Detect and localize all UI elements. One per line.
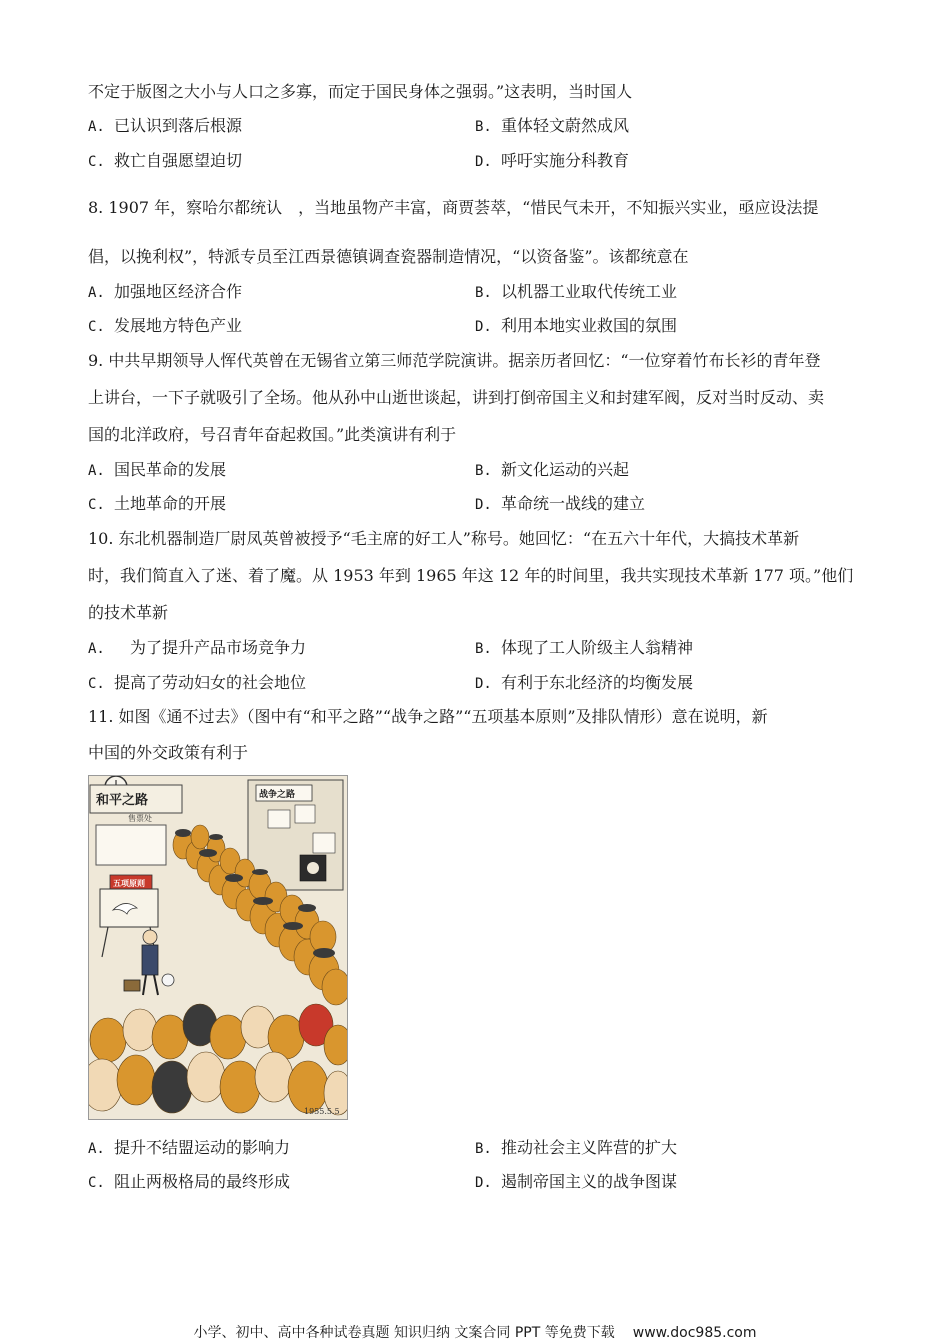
q8-option-b — [475, 281, 677, 304]
q9-option-d — [475, 493, 645, 516]
option-letter: B. — [475, 1141, 492, 1157]
q9-option-b — [475, 459, 629, 482]
option-letter: B. — [475, 119, 492, 135]
option-text: 有利于东北经济的均衡发展 — [501, 673, 694, 692]
sign-peace-ticket: 售票处 — [128, 814, 152, 823]
peace-window — [96, 825, 166, 865]
option-text: 提高了劳动妇女的社会地位 — [114, 673, 307, 692]
option-text: 加强地区经济合作 — [114, 282, 243, 301]
option-text: 阻止两极格局的最终形成 — [114, 1172, 291, 1191]
q10-stem-line1: 10. 东北机器制造厂尉凤英曾被授予“毛主席的好工人”称号。她回忆：“在五六十年代，大搞技术革新 — [88, 529, 800, 548]
q10-option-b — [475, 637, 693, 660]
option-letter: C. — [88, 676, 105, 692]
option-text: 土地革命的开展 — [114, 494, 227, 513]
q10-option-a — [88, 637, 306, 660]
option-letter: B. — [475, 463, 492, 479]
q9-option-a — [88, 459, 226, 482]
option-letter: B. — [475, 641, 492, 657]
q11-stem-line2: 中国的外交政策有利于 — [88, 743, 249, 762]
option-text: 重体轻文蔚然成风 — [501, 116, 630, 135]
footer-link[interactable]: www.doc985.com — [632, 1325, 757, 1341]
q10-stem-line2: 时，我们简直入了迷、着了魔。从 1953 年到 1965 年这 12 年的时间里，我共实现技术革新 177 项。”他们 — [88, 566, 854, 585]
option-letter: C. — [88, 319, 105, 335]
option-letter: A. — [88, 285, 105, 301]
option-text: 为了提升产品市场竞争力 — [114, 638, 307, 657]
q8-option-d — [475, 315, 677, 338]
q8-stem-line2: 倡，以挽利权”，特派专员至江西景德镇调查瓷器制造情况，“以资备鉴”。该都统意在 — [88, 247, 689, 266]
q9-stem-line3: 国的北洋政府，号召青年奋起救国。”此类演讲有利于 — [88, 425, 457, 444]
footer-text: 小学、初中、高中各种试卷真题 知识归纳 文案合同 PPT 等免费下载 — [193, 1325, 615, 1341]
option-letter: B. — [475, 285, 492, 301]
q7-option-d — [475, 150, 629, 173]
option-text: 呼吁实施分科教育 — [501, 151, 630, 170]
option-text: 提升不结盟运动的影响力 — [114, 1138, 291, 1157]
q11-option-d — [475, 1171, 677, 1194]
option-letter: D. — [475, 676, 492, 692]
option-text: 利用本地实业救国的氛围 — [501, 316, 678, 335]
option-text: 已认识到落后根源 — [114, 116, 243, 135]
q9-option-c — [88, 493, 226, 516]
page-footer — [0, 1323, 950, 1343]
q11-stem-line1: 11. 如图《通不过去》（图中有“和平之路”“战争之路”“五项基本原则”及排队情形）意在说明，新 — [88, 707, 768, 726]
option-letter: D. — [475, 319, 492, 335]
board-five-principles: 五项原则 — [113, 879, 145, 888]
q10-option-c — [88, 672, 306, 695]
q10-stem-line3: 的技术革新 — [88, 603, 169, 622]
sign-peace-road: 和平之路 — [96, 793, 149, 808]
option-letter: C. — [88, 154, 105, 170]
option-letter: A. — [88, 463, 105, 479]
option-text: 推动社会主义阵营的扩大 — [501, 1138, 678, 1157]
option-text: 新文化运动的兴起 — [501, 460, 630, 479]
q8-option-c — [88, 315, 242, 338]
option-letter: A. — [88, 119, 105, 135]
q11-option-a — [88, 1137, 290, 1160]
option-letter: D. — [475, 1175, 492, 1191]
option-text: 国民革命的发展 — [114, 460, 227, 479]
option-text: 救亡自强愿望迫切 — [114, 151, 243, 170]
option-letter: A. — [88, 1141, 105, 1157]
q7-option-a — [88, 115, 242, 138]
cartoon-illustration — [88, 775, 348, 1120]
option-letter: C. — [88, 1175, 105, 1191]
option-text: 发展地方特色产业 — [114, 316, 243, 335]
suitcase-icon — [124, 980, 140, 991]
sign-war-road: 战争之路 — [259, 790, 296, 800]
q7-option-b — [475, 115, 629, 138]
option-text: 革命统一战线的建立 — [501, 494, 646, 513]
option-letter: C. — [88, 497, 105, 513]
q11-option-c — [88, 1171, 290, 1194]
q8-stem-line1: 8. 1907 年，察哈尔都统认 ，当地虽物产丰富，商贾荟萃，“惜民气未开，不知振兴实业，亟应设法提 — [88, 198, 819, 217]
q7-stem-tail: 不定于版图之大小与人口之多寡，而定于国民身体之强弱。”这表明，当时国人 — [88, 82, 633, 101]
option-text: 遏制帝国主义的战争图谋 — [501, 1172, 678, 1191]
q9-stem-line2: 上讲台，一下子就吸引了全场。他从孙中山逝世谈起，讲到打倒帝国主义和封建军阀，反对当时反动、卖 — [88, 388, 825, 407]
q9-stem-line1: 9. 中共早期领导人恽代英曾在无锡省立第三师范学院演讲。据亲历者回忆：“一位穿着竹布长衫的青年登 — [88, 351, 821, 370]
option-text: 以机器工业取代传统工业 — [501, 282, 678, 301]
option-letter: D. — [475, 497, 492, 513]
artist-signature: 1955.5.5 — [304, 1107, 340, 1116]
q10-option-d — [475, 672, 693, 695]
q11-option-b — [475, 1137, 677, 1160]
option-text: 体现了工人阶级主人翁精神 — [501, 638, 694, 657]
q8-option-a — [88, 281, 242, 304]
option-letter: D. — [475, 154, 492, 170]
q7-option-c — [88, 150, 242, 173]
option-letter: A. — [88, 641, 105, 657]
